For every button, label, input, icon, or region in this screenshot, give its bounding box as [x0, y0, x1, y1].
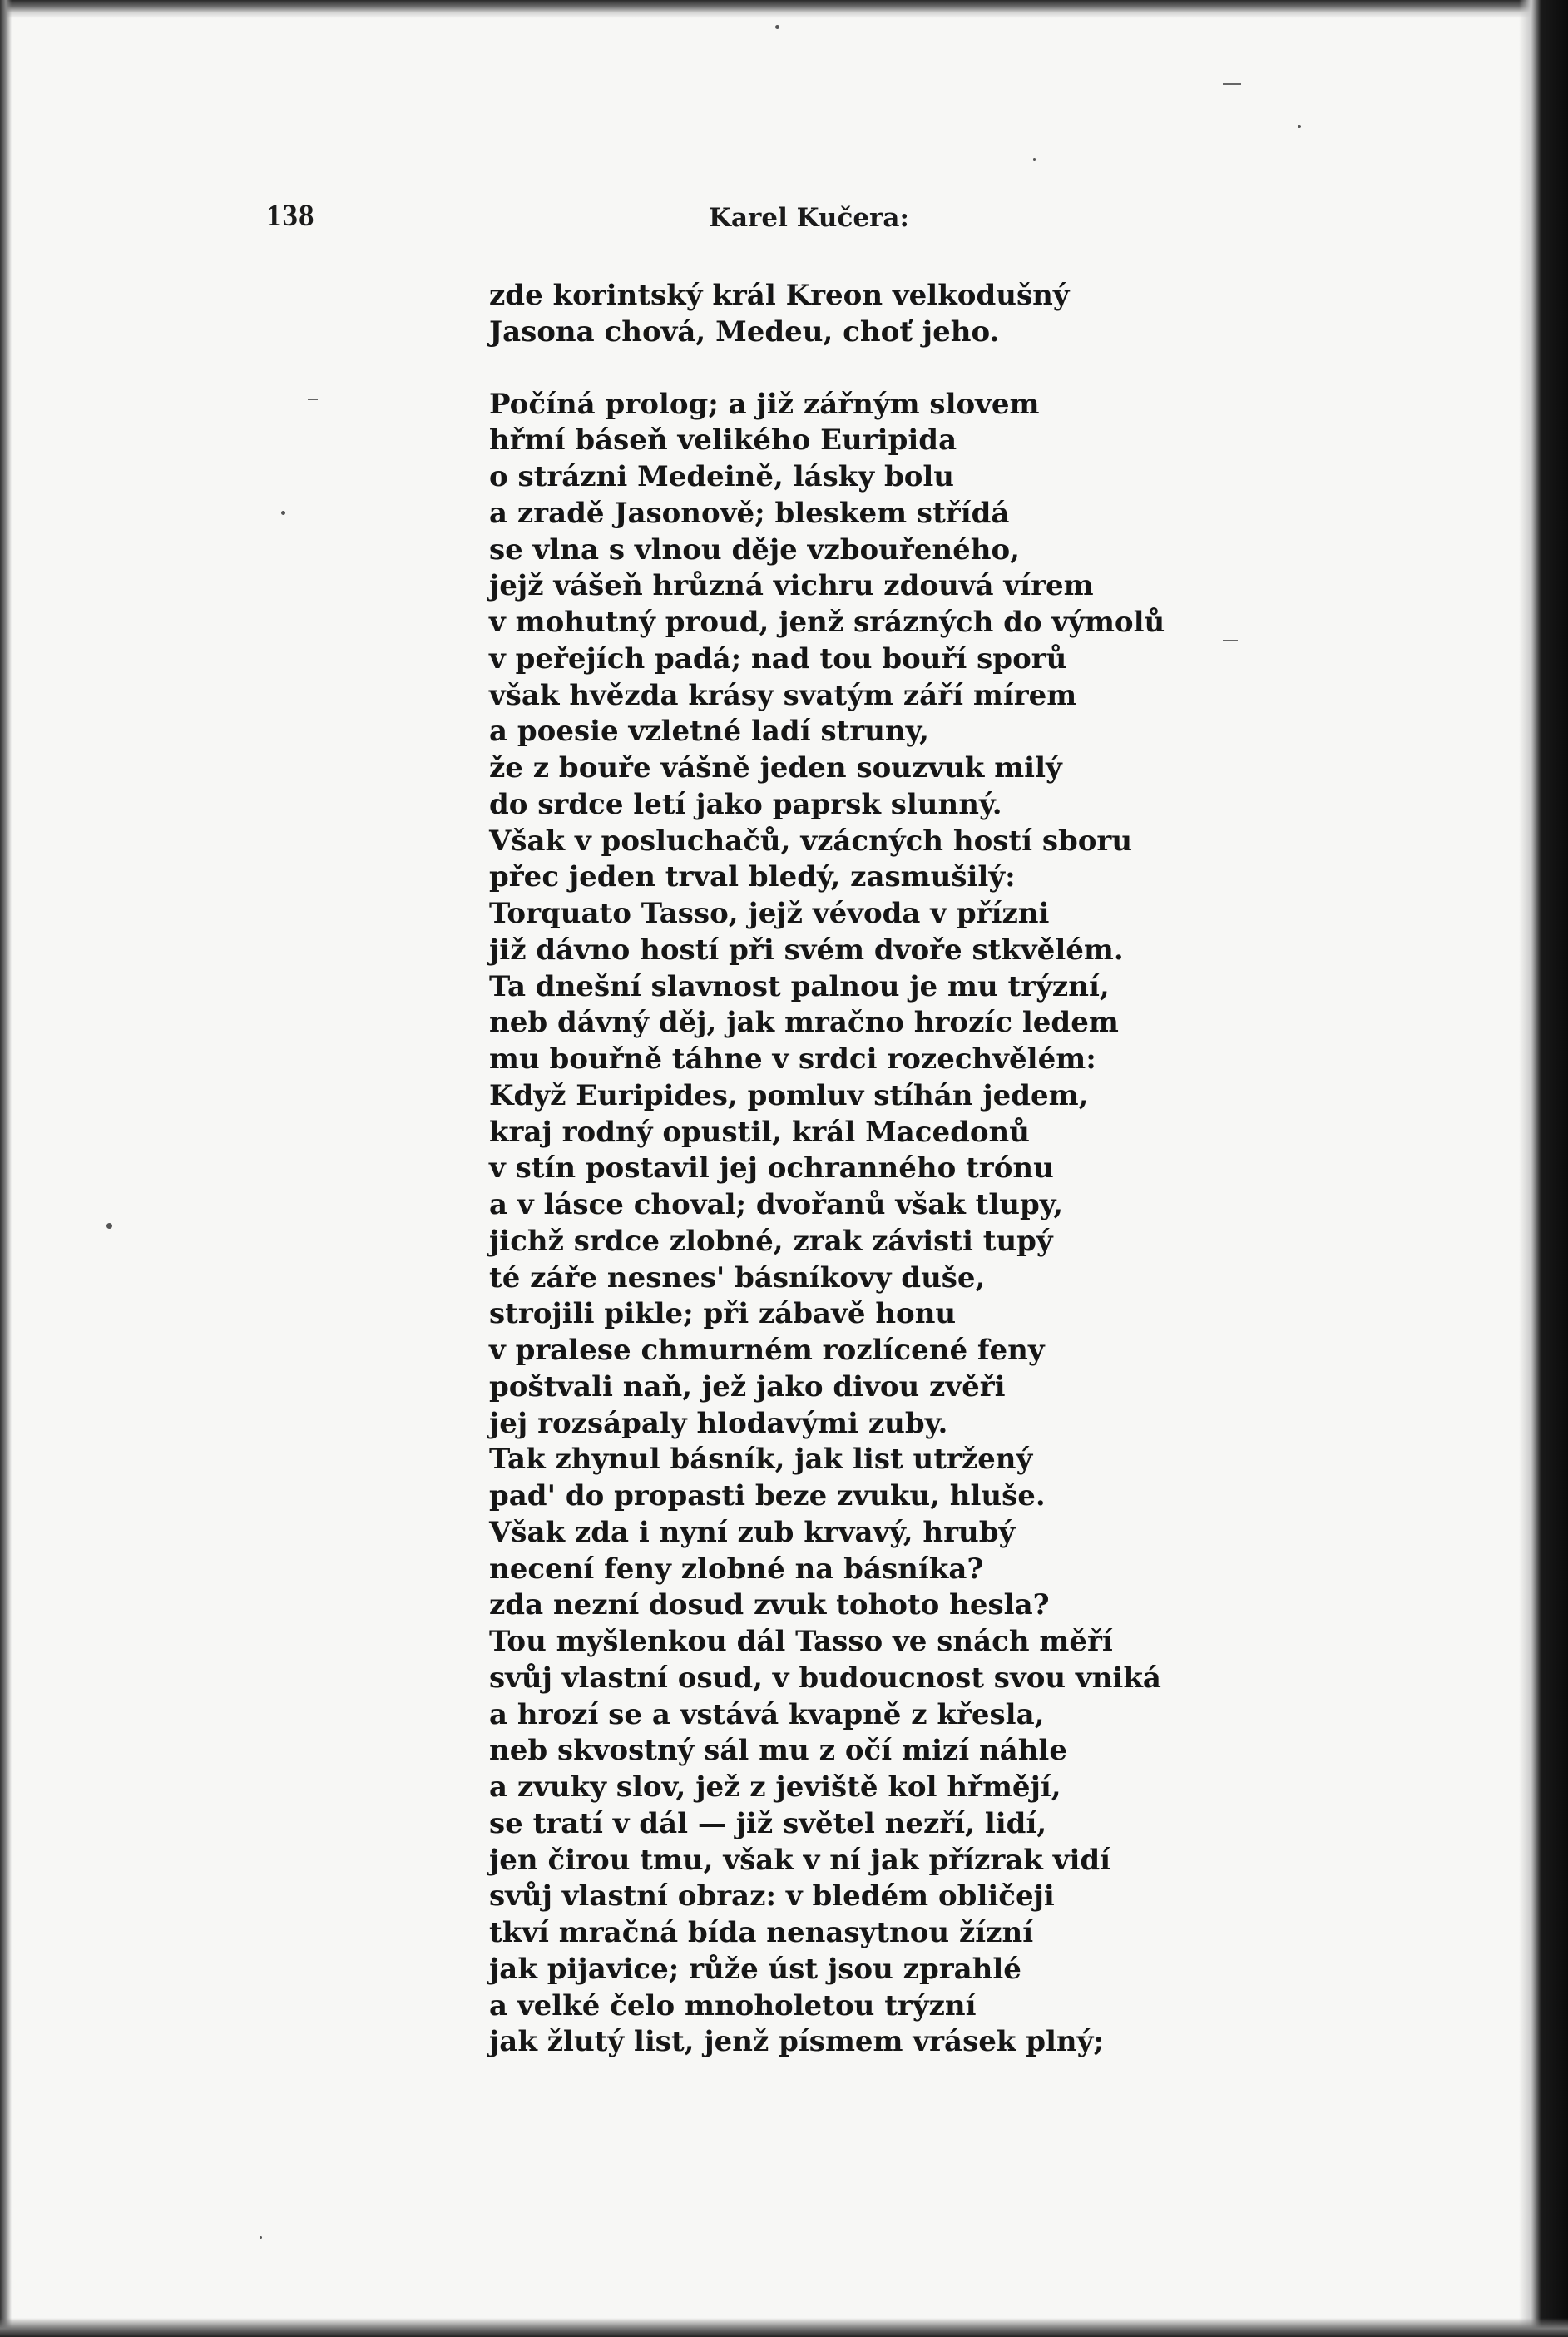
running-head-author: Karel Kučera:: [709, 203, 909, 233]
verse-line: Když Euripides, pomluv stíhán jedem,: [489, 1078, 1089, 1112]
verse-line: a v lásce choval; dvořanů však tlupy,: [489, 1188, 1064, 1221]
scan-speck: [106, 1223, 112, 1229]
stanza: [489, 387, 1496, 2062]
verse-line: mu bouřně táhne v srdci rozechvělém:: [489, 1042, 1096, 1076]
verse-line: jej rozsápaly hlodavými zuby.: [489, 1406, 948, 1440]
scan-speck: [1298, 125, 1301, 128]
verse-line: však hvězda krásy svatým září mírem: [489, 678, 1077, 712]
verse-line: zde korintský král Kreon velkodušný: [489, 279, 1070, 312]
verse-line: jak pijavice; růže úst jsou zprahlé: [489, 1952, 1021, 1986]
verse-line: poštvali naň, jež jako divou zvěři: [489, 1369, 1006, 1404]
verse-line: jen čirou tmu, však v ní jak přízrak vidí: [489, 1843, 1111, 1877]
scan-speck: [1033, 158, 1036, 161]
verse-line: té záře nesnes' básníkovy duše,: [489, 1260, 986, 1295]
verse-line: neb dávný děj, jak mračno hrozíc ledem: [489, 1006, 1119, 1040]
verse-line: hřmí báseň velikého Euripida: [489, 423, 957, 458]
verse-line: Počíná prolog; a již zářným slovem: [489, 387, 1040, 421]
poem-text: [489, 278, 1496, 2061]
verse-line: a velké čelo mnoholetou trýzní: [489, 1988, 977, 2023]
verse-line: se vlna s vlnou děje vzbouřeného,: [489, 532, 1021, 567]
page-right-edge: [1519, 0, 1568, 2337]
verse-line: necení feny zlobné na básníka?: [489, 1552, 984, 1586]
verse-line: Ta dnešní slavnost palnou je mu trýzní,: [489, 969, 1110, 1003]
verse-line: přec jeden trval bledý, zasmušilý:: [489, 860, 1016, 894]
page-bottom-edge: [0, 2318, 1568, 2337]
verse-line: jejž vášeň hrůzná vichru zdouvá vírem: [489, 569, 1094, 603]
page-left-edge: [0, 0, 12, 2337]
verse-line: svůj vlastní obraz: v bledém obličeji: [489, 1879, 1055, 1914]
verse-line: o strázni Medeině, lásky bolu: [489, 460, 955, 493]
verse-line: a zvuky slov, jež z jeviště kol hřmějí,: [489, 1770, 1061, 1804]
page-number: 138: [266, 199, 315, 233]
verse-line: již dávno hostí při svém dvoře stkvělém.: [489, 933, 1124, 967]
verse-line: se tratí v dál — již světel nezří, lidí,: [489, 1806, 1047, 1840]
verse-line: jak žlutý list, jenž písmem vrásek plný;: [489, 2025, 1104, 2059]
scan-speck: [260, 2236, 262, 2239]
verse-line: Však v posluchačů, vzácných hostí sboru: [489, 824, 1133, 858]
scan-speck: [281, 511, 285, 515]
verse-line: kraj rodný opustil, král Macedonů: [489, 1115, 1030, 1149]
stanza: [489, 278, 1496, 351]
verse-line: strojili pikle; při zábavě honu: [489, 1297, 957, 1331]
verse-line: Tou myšlenkou dál Tasso ve snách měří: [489, 1625, 1113, 1658]
verse-line: neb skvostný sál mu z očí mizí náhle: [489, 1734, 1067, 1768]
verse-line: a hrozí se a vstává kvapně z křesla,: [489, 1697, 1045, 1731]
verse-line: v peřejích padá; nad tou bouří sporů: [489, 641, 1067, 676]
verse-line: v stín postavil jej ochranného trónu: [489, 1151, 1054, 1186]
verse-line: do srdce letí jako paprsk slunný.: [489, 787, 1002, 821]
verse-line: a poesie vzletné ladí struny,: [489, 715, 929, 749]
verse-line: v mohutný proud, jenž srázných do výmolů: [489, 606, 1165, 639]
verse-line: v pralese chmurném rozlícené feny: [489, 1334, 1045, 1367]
scan-mark: [308, 399, 318, 400]
verse-line: tkví mračná bída nenasytnou žízní: [489, 1916, 1034, 1949]
verse-line: že z bouře vášně jeden souzvuk milý: [489, 751, 1062, 785]
verse-line: Tak zhynul básník, jak list utržený: [489, 1443, 1033, 1477]
verse-line: Jasona chová, Medeu, choť jeho.: [489, 314, 1000, 349]
verse-line: pad' do propasti beze zvuku, hluše.: [489, 1479, 1046, 1513]
verse-line: a zradě Jasonově; bleskem střídá: [489, 496, 1010, 530]
verse-line: svůj vlastní osud, v budoucnost svou vniká: [489, 1661, 1161, 1695]
verse-line: zda nezní dosud zvuk tohoto hesla?: [489, 1588, 1050, 1622]
verse-line: Torquato Tasso, jejž vévoda v přízni: [489, 897, 1050, 930]
scan-speck: [775, 25, 779, 29]
verse-line: Však zda i nyní zub krvavý, hrubý: [489, 1515, 1016, 1549]
scan-mark: [1223, 83, 1241, 85]
page-top-edge: [0, 0, 1568, 18]
verse-line: jichž srdce zlobné, zrak závisti tupý: [489, 1224, 1053, 1258]
